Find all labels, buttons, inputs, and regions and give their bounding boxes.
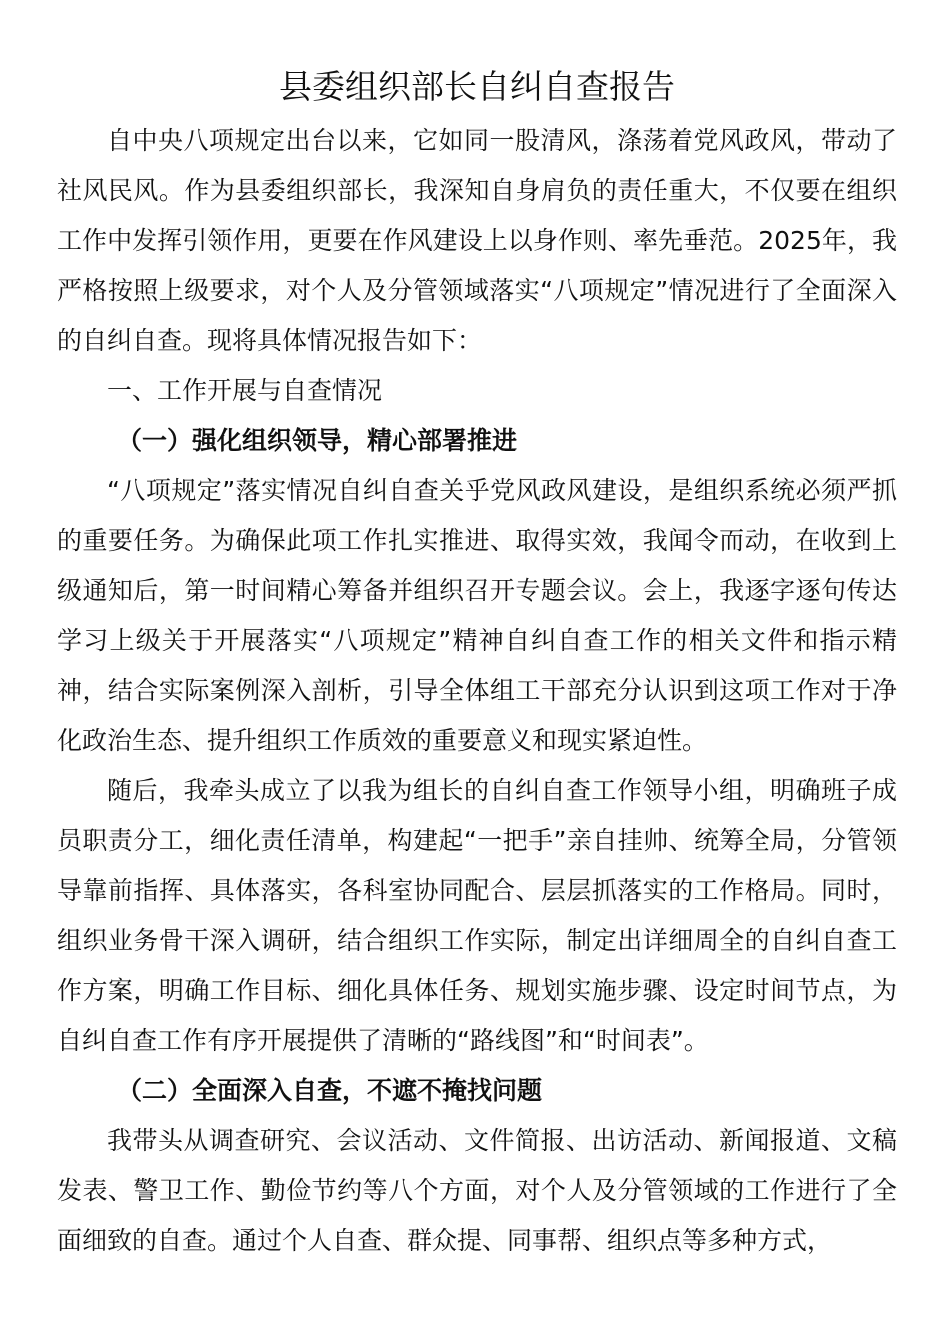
body-paragraph-1: “八项规定”落实情况自纠自查关乎党风政风建设，是组织系统必须严抓的重要任务。为确保此项工作扎实推进、取得实效，我闻令而动，在收到上级通知后，第一时间精心筹备并组织召开专题会议。会上，我逐字逐句传达学习上级关于开展落实“八项规定”精神自纠自查工作的相关文件和指示精神，结合实际案例深入剖析，引导全体组工干部充分认识到这项工作对于净化政治生态、提升组织工作质效的重要意义和现实紧迫性。 — [57, 476, 897, 755]
intro-paragraph: 自中央八项规定出台以来，它如同一股清风，涤荡着党风政风，带动了社风民风。作为县委组织部长，我深知自身肩负的责任重大，不仅要在组织工作中发挥引领作用，更要在作风建设上以身作则、率先垂范。2025年，我严格按照上级要求，对个人及分管领域落实“八项规定”情况进行了全面深入的自纠自查。现将具体情况报告如下： — [57, 126, 897, 355]
document-title: 县委组织部长自纠自查报告 — [279, 67, 675, 106]
body-paragraph-3: 我带头从调查研究、会议活动、文件简报、出访活动、新闻报道、文稿发表、警卫工作、勤俭节约等八个方面，对个人及分管领域的工作进行了全面细致的自查。通过个人自查、群众提、同事帮、组织点等多种方式， — [57, 1126, 897, 1255]
subsection-heading-1: （一）强化组织领导，精心部署推进 — [117, 426, 518, 455]
body-paragraph-2: 随后，我牵头成立了以我为组长的自纠自查工作领导小组，明确班子成员职责分工，细化责任清单，构建起“一把手”亲自挂帅、统筹全局，分管领导靠前指挥、具体落实，各科室协同配合、层层抓落实的工作格局。同时，组织业务骨干深入调研，结合组织工作实际，制定出详细周全的自纠自查工作方案，明确工作目标、细化具体任务、规划实施步骤、设定时间节点，为自纠自查工作有序开展提供了清晰的“路线图”和“时间表”。 — [57, 776, 897, 1055]
document-page — [57, 62, 897, 1266]
subsection-heading-2: （二）全面深入自查，不遮不掩找问题 — [117, 1076, 543, 1105]
section-heading: 一、工作开展与自查情况 — [107, 376, 383, 405]
